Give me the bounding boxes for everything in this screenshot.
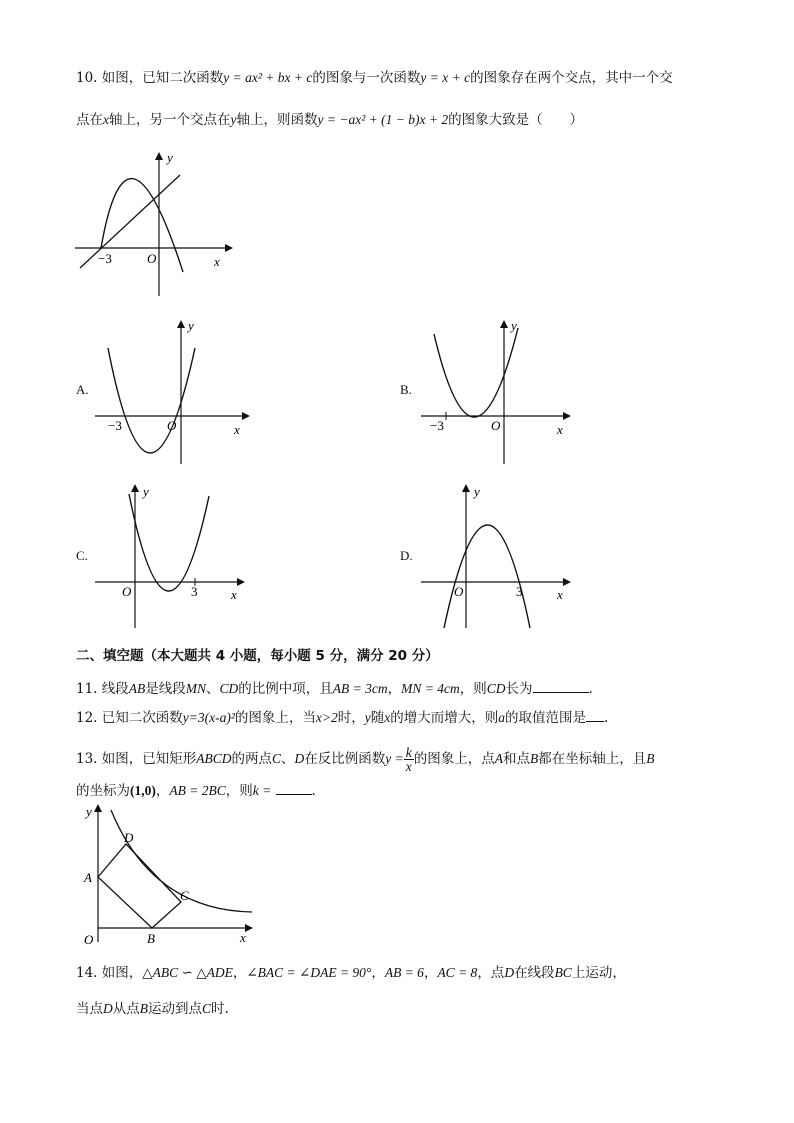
- q13-fig-x-label: x: [240, 930, 246, 945]
- q11-answer-blank[interactable]: [533, 678, 589, 693]
- q13-line2: 的坐标为(1,0)，AB = 2BC，则k = .: [76, 780, 316, 801]
- option-a-tick: −3: [108, 418, 122, 433]
- q10-main-graph: [70, 150, 240, 300]
- q13-fig-y-label: y: [86, 804, 92, 819]
- option-d-graph[interactable]: [418, 482, 578, 632]
- q13-fig-point-b: B: [147, 931, 155, 946]
- option-b-graph[interactable]: [418, 318, 578, 468]
- q10-main-x-label: x: [214, 254, 220, 269]
- q12-line: 12. 已知二次函数y=3(x-a)²的图象上，当x>2时，y随x的增大而增大，则a的取值范围是 .: [76, 707, 608, 728]
- option-c-origin: O: [122, 584, 132, 599]
- option-c-x-label: x: [231, 587, 237, 602]
- q12-answer-blank[interactable]: [586, 707, 604, 722]
- q14-line2: 当点D从点B运动到点C时.: [76, 1001, 229, 1017]
- option-c-y-label: y: [143, 484, 149, 499]
- option-d-origin: O: [454, 584, 464, 599]
- q10-expr1: y = ax² + bx + c: [223, 70, 313, 85]
- option-d-x-label: x: [557, 587, 563, 602]
- option-a-x-label: x: [234, 422, 240, 437]
- q10-line2: 点在x轴上，另一个交点在y轴上，则函数y = −ax² + (1 − b)x + 2的图象大致是（ ）: [76, 112, 584, 128]
- option-a-y-label: y: [188, 318, 194, 333]
- option-a-origin: O: [167, 418, 177, 433]
- q13-line1: 13. 如图，已知矩形ABCD的两点C、D在反比例函数y = $\frac{k}{x}$ 的图象上，点A和点B都在坐标轴上，且B: [76, 745, 655, 774]
- option-b-x-label: x: [557, 422, 563, 437]
- option-b-label[interactable]: B.: [400, 382, 412, 397]
- q13-fraction: $\frac{k}{x}$: [405, 745, 412, 774]
- q10-main-tick: −3: [98, 251, 112, 266]
- option-b-tick: −3: [430, 418, 444, 433]
- option-d-label[interactable]: D.: [400, 548, 413, 563]
- q13-fig-origin: O: [84, 932, 94, 947]
- q11-line: 11. 线段AB是线段MN、CD的比例中项，且AB = 3cm，MN = 4cm，则CD长为 .: [76, 678, 593, 699]
- option-c-label[interactable]: C.: [76, 548, 88, 563]
- option-c-tick: 3: [191, 584, 198, 599]
- option-d-tick: 3: [516, 584, 523, 599]
- q13-answer-blank[interactable]: [276, 780, 312, 795]
- option-b-origin: O: [491, 418, 501, 433]
- q13-fig-point-d: D: [124, 830, 134, 845]
- section-heading: 二、填空题（本大题共 4 小题，每小题 5 分，满分 20 分）: [76, 648, 439, 664]
- q10-expr2: y = x + c: [420, 70, 471, 85]
- option-b-y-label: y: [511, 318, 517, 333]
- q10-main-origin: O: [147, 251, 157, 266]
- q10-main-y-label: y: [167, 150, 173, 165]
- option-a-label[interactable]: A.: [76, 382, 89, 397]
- q13-fig-point-c: C: [180, 888, 189, 903]
- q14-line1: 14. 如图，△ABC ∽ △ADE，∠BAC = ∠DAE = 90°，AB = 6，AC = 8，点D在线段BC上运动，: [76, 965, 626, 981]
- option-d-y-label: y: [474, 484, 480, 499]
- q13-figure: [80, 802, 260, 952]
- q10-expr3: y = −ax² + (1 − b)x + 2: [317, 112, 449, 127]
- q10-line1: 10. 如图，已知二次函数y = ax² + bx + c的图象与一次函数y = x + c的图象存在两个交点，其中一个交: [76, 70, 673, 86]
- option-a-graph[interactable]: [92, 318, 252, 468]
- q13-fig-point-a: A: [84, 870, 92, 885]
- option-c-graph[interactable]: [92, 482, 252, 632]
